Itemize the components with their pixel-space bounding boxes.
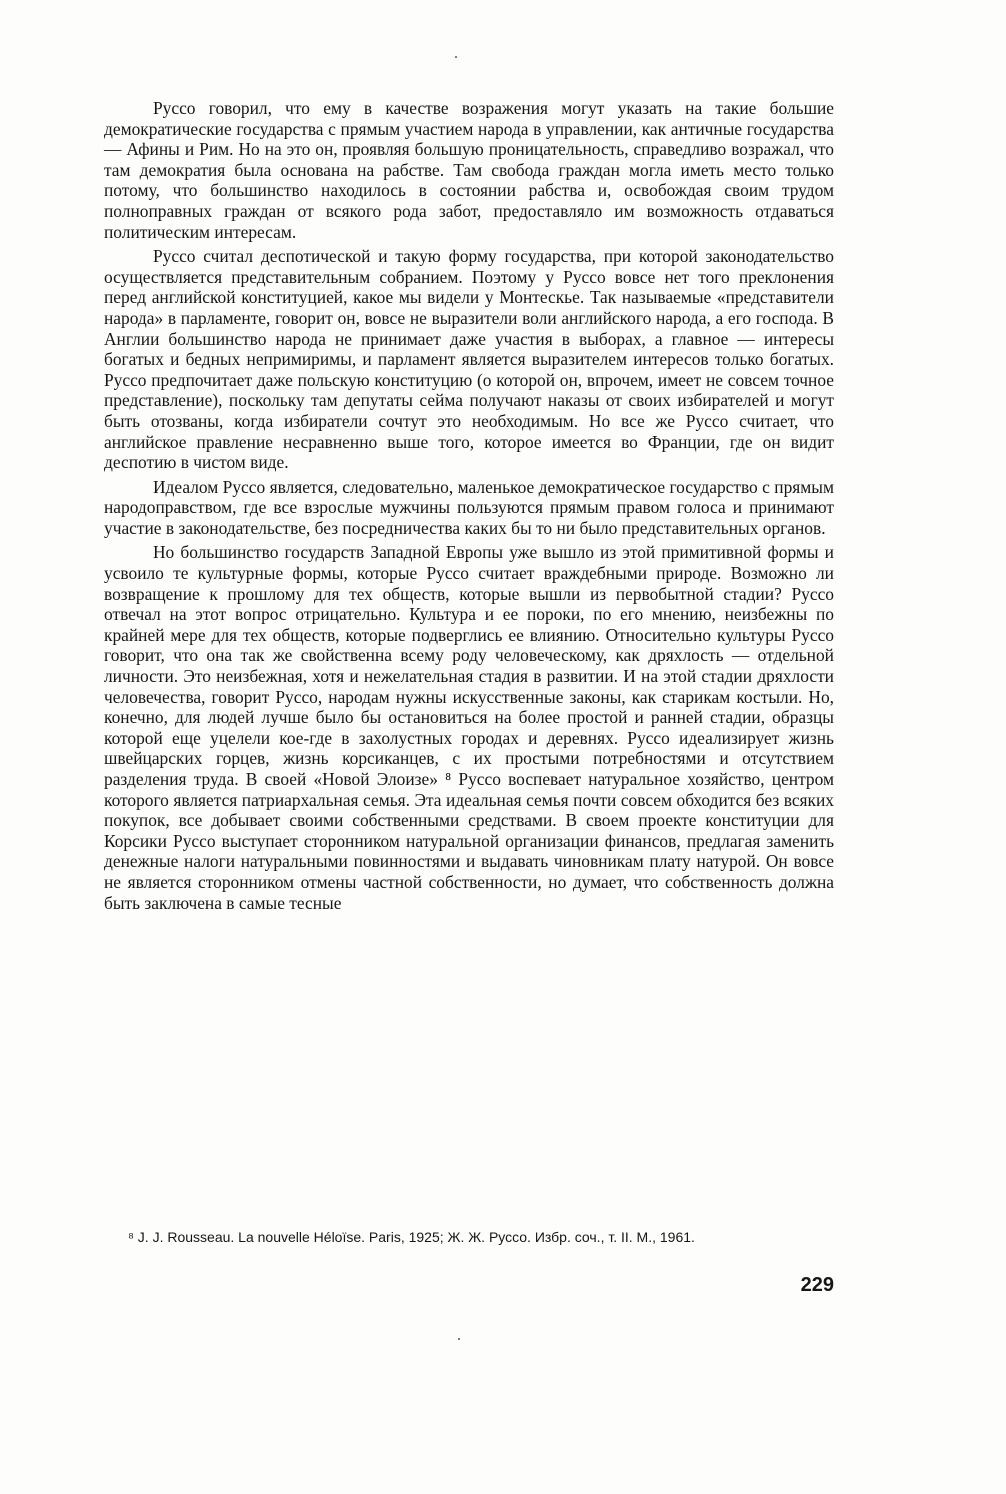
- main-text: [104, 98, 834, 917]
- scan-speck: [458, 1338, 460, 1340]
- paragraph: Но большинство государств Западной Европы уже вышло из этой примитивной формы и усвоило те культурные формы, которые Руссо считает враждебными природе. Возможно ли возвращение к прошлому для тех обществ, которые вышли из первобытной стадии? Руссо отвечал на этот вопрос отрицательно. Культура и ее пороки, по его мнению, неизбежны по крайней мере для тех обществ, которые подверглись ее влиянию. Относительно культуры Руссо говорит, что она так же свойственна всему роду человеческому, как дряхлость — отдельной личности. Это неизбежная, хотя и нежелательная стадия в развитии. И на этой стадии дряхлости человечества, говорит Руссо, народам нужны искусственные законы, как старикам костыли. Но, конечно, для людей лучше было бы остановиться на более простой и ранней стадии, образцы которой еще уцелели кое-где в захолустных городах и деревнях. Руссо идеализирует жизнь швейцарских горцев, жизнь корсиканцев, с их простыми потребностями и отсутствием разделения труда. В своей «Новой Элоизе» ⁸ Руссо воспевает натуральное хозяйство, центром которого является патриархальная семья. Эта идеальная семья почти совсем обходится без всяких покупок, все добывает своими собственными средствами. В своем проекте конституции для Корсики Руссо выступает сторонником натуральной организации финансов, предлагая заменить денежные налоги натуральными повинностями и выдавать чиновникам плату натурой. Он вовсе не является сторонником отмены частной собственности, но думает, что собственность должна быть заключена в самые тесные: [104, 542, 834, 913]
- footnote: ⁸ J. J. Rousseau. La nouvelle Héloïse. Paris, 1925; Ж. Ж. Руссо. Избр. соч., т. II. М., 1961.: [128, 1229, 695, 1245]
- paragraph: Руссо считал деспотической и такую форму государства, при которой законодательство осуществляется представительным собранием. Поэтому у Руссо вовсе нет того преклонения перед английской конституцией, какое мы видели у Монтескье. Так называемые «представители народа» в парламенте, говорит он, вовсе не выразители воли английского народа, а его господа. В Англии большинство народа не принимает даже участия в выборах, а главное — интересы богатых и бедных непримиримы, и парламент является выразителем интересов только богатых. Руссо предпочитает даже польскую конституцию (о которой он, впрочем, имеет не совсем точное представление), поскольку там депутаты сейма получают наказы от своих избирателей и могут быть отозваны, когда избиратели сочтут это необходимым. Но все же Руссо считает, что английское правление несравненно выше того, которое имеется во Франции, где он видит деспотию в чистом виде.: [104, 246, 834, 473]
- page-number: 229: [800, 1274, 834, 1296]
- scan-speck: [455, 56, 457, 58]
- paragraph: Идеалом Руссо является, следовательно, маленькое демократическое государство с прямым народоправством, где все взрослые мужчины пользуются прямым правом голоса и принимают участие в законодательстве, без посредничества каких бы то ни было представительных органов.: [104, 476, 834, 538]
- paragraph: Руссо говорил, что ему в качестве возражения могут указать на такие большие демократические государства с прямым участием народа в управлении, как античные государства — Афины и Рим. Но на это он, проявляя большую проницательность, справедливо возражал, что там демократия была основана на рабстве. Там свобода граждан могла иметь место только потому, что большинство находилось в состоянии рабства и, освобождая своим трудом полноправных граждан от всякого рода забот, предоставляло им возможность отдаваться политическим интересам.: [104, 98, 834, 242]
